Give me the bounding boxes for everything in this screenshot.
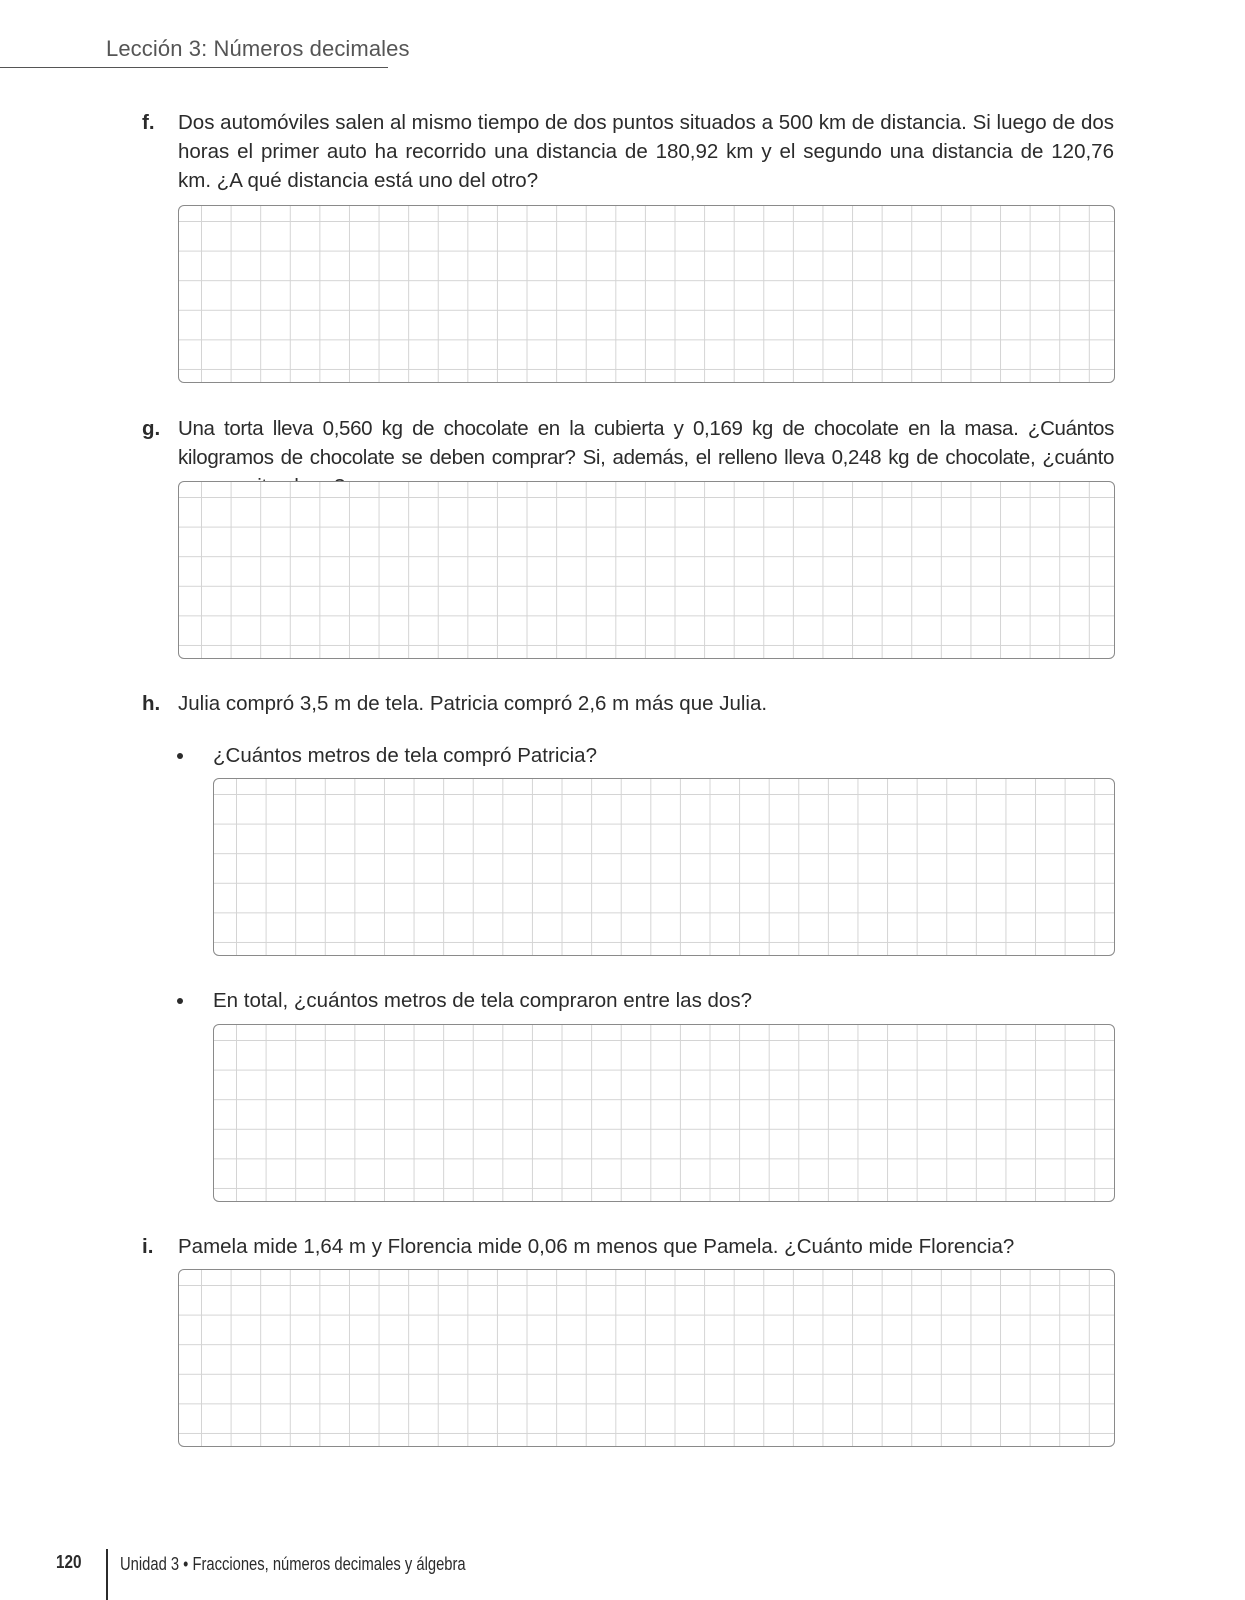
bullet-text: En total, ¿cuántos metros de tela compraron entre las dos? (213, 989, 752, 1012)
answer-grid-f[interactable] (178, 205, 1115, 383)
unit-title: Unidad 3 • Fracciones, números decimales y álgebra (120, 1554, 466, 1574)
question-text: Pamela mide 1,64 m y Florencia mide 0,06 m menos que Pamela. ¿Cuánto mide Florencia? (178, 1235, 1015, 1258)
footer-divider (106, 1549, 108, 1600)
bullet-item (213, 741, 1113, 770)
question-i (142, 1232, 1114, 1261)
question-text: Una torta lleva 0,560 kg de chocolate en la cubierta y 0,169 kg de chocolate en la masa. ¿Cuántos kilogramos de chocolate se deben comprar? Si, además, el relleno lleva 0,248 kg de chocolate, ¿cuánto (178, 417, 1114, 469)
question-text: Julia compró 3,5 m de tela. Patricia compró 2,6 m más que Julia. (178, 692, 768, 715)
answer-grid-h2[interactable] (213, 1024, 1115, 1202)
header-divider (0, 67, 388, 68)
page-number: 120 (56, 1552, 82, 1572)
bullet-text: ¿Cuántos metros de tela compró Patricia? (213, 744, 597, 767)
lesson-title: Lección 3: Números decimales (106, 36, 410, 61)
bullet-item (213, 986, 1113, 1015)
question-h (142, 689, 1114, 718)
answer-grid-h1[interactable] (213, 778, 1115, 956)
answer-grid-g[interactable] (178, 481, 1115, 659)
question-letter: f. (142, 111, 155, 134)
question-letter: h. (142, 692, 161, 715)
question-letter: g. (142, 417, 161, 440)
bullet-icon (177, 753, 183, 759)
answer-grid-i[interactable] (178, 1269, 1115, 1447)
question-text: Dos automóviles salen al mismo tiempo de dos puntos situados a 500 km de distancia. Si luego de dos horas el primer auto ha recorrido una distancia de 180,92 km y el segundo una distancia de 120,76 km. ¿A qué distancia está uno del otro? (178, 111, 1114, 192)
question-f (142, 108, 1114, 195)
bullet-icon (177, 998, 183, 1004)
question-letter: i. (142, 1235, 154, 1258)
